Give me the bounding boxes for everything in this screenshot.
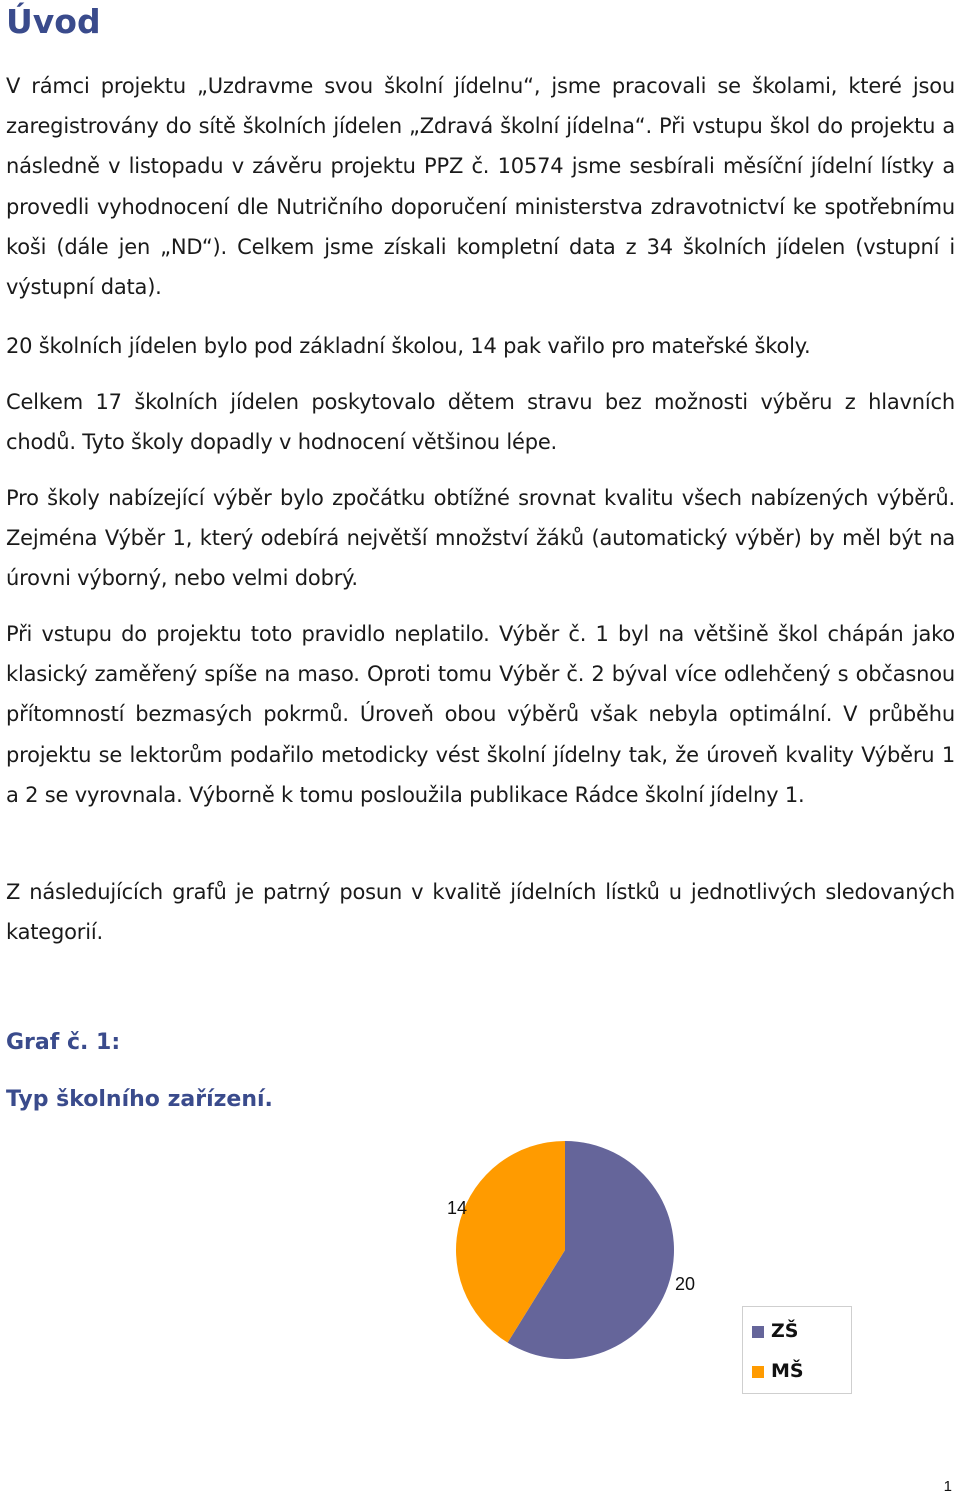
legend-item-ms <box>771 1360 804 1382</box>
legend-label-ms: MŠ <box>771 1360 804 1382</box>
paragraph-choice-schools: Pro školy nabízející výběr bylo zpočátku obtížné srovnat kvalitu všech nabízených výběrů. Zejména Výběr 1, který odebírá největší množství žáků (automatický výběr) by měl být na úrovni výborný, nebo velmi dobrý. <box>6 486 955 591</box>
legend-swatch-zs <box>752 1326 764 1338</box>
page-number: 1 <box>943 1478 952 1495</box>
legend-swatch-ms <box>752 1366 764 1378</box>
graph-subtitle: Typ školního zařízení. <box>6 1087 273 1112</box>
chart-legend <box>742 1306 852 1394</box>
paragraph-intro: V rámci projektu „Uzdravme svou školní jídelnu“, jsme pracovali se školami, které jsou zaregistrovány do sítě školních jídelen „Zdravá školní jídelna“. Při vstupu škol do projektu a následně v listopadu v závěru projektu PPZ č. 10574 jsme sesbírali měsíční jídelní lístky a provedli vyhodnocení dle Nutričního doporučení ministerstva zdravotnictví ke spotřebnímu koši (dále jen „ND“). Celkem jsme získali kompletní data z 34 školních jídelen (vstupní i výstupní data). <box>6 74 955 300</box>
legend-label-zs: ZŠ <box>771 1320 799 1342</box>
page-heading: Úvod <box>6 2 101 41</box>
paragraph-no-choice: Celkem 17 školních jídelen poskytovalo dětem stravu bez možnosti výběru z hlavních chodů. Tyto školy dopadly v hodnocení většinou lépe. <box>6 390 955 455</box>
paragraph-graphs-intro: Z následujících grafů je patrný posun v kvalitě jídelních lístků u jednotlivých sledovaných kategorií. <box>6 880 955 945</box>
paragraph-project-entry: Při vstupu do projektu toto pravidlo neplatilo. Výběr č. 1 byl na většině škol chápán jako klasický zaměřený spíše na maso. Oproti tomu Výběr č. 2 býval více odlehčený s občasnou přítomností bezmasých pokrmů. Úroveň obou výběrů však nebyla optimální. V průběhu projektu se lektorům podařilo metodicky vést školní jídelny tak, že úroveň kvality Výběru 1 a 2 se vyrovnala. Výborně k tomu posloužila publikace Rádce školní jídelny 1. <box>6 622 955 807</box>
data-label-ms: 14 <box>447 1198 468 1218</box>
legend-item-zs <box>771 1320 798 1342</box>
data-label-zs: 20 <box>675 1274 696 1294</box>
paragraph-school-counts: 20 školních jídelen bylo pod základní školou, 14 pak vařilo pro mateřské školy. <box>6 334 811 358</box>
graph-number-label: Graf č. 1: <box>6 1030 121 1055</box>
